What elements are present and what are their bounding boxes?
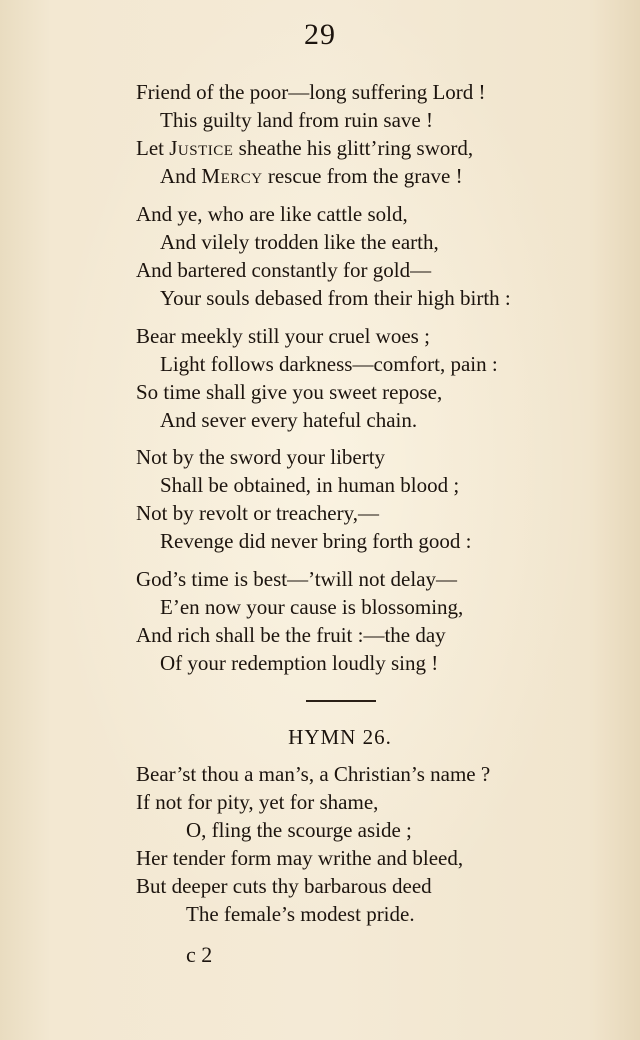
verse-line: And vilely trodden like the earth, bbox=[160, 230, 439, 254]
verse-line: Not by the sword your liberty bbox=[136, 445, 386, 469]
verse-line: Light follows darkness—comfort, pain : bbox=[160, 352, 498, 376]
verse-line: Her tender form may writhe and bleed, bbox=[136, 846, 464, 870]
verse-line: If not for pity, yet for shame, bbox=[136, 790, 379, 814]
emphasis-word-justice: Justice bbox=[169, 136, 234, 160]
stanza-1 bbox=[136, 78, 486, 190]
verse-line: Shall be obtained, in human blood ; bbox=[160, 473, 460, 497]
stanza-2 bbox=[136, 200, 511, 312]
hymn-title: HYMN 26. bbox=[288, 725, 392, 749]
verse-line: Not by revolt or treachery,— bbox=[136, 501, 379, 525]
verse-line: Your souls debased from their high birth : bbox=[160, 286, 511, 310]
page-number: 29 bbox=[304, 18, 336, 51]
stanza-3 bbox=[136, 322, 498, 434]
verse-text: sheathe his glitt’ring sword, bbox=[233, 136, 474, 160]
verse-line bbox=[136, 134, 486, 162]
verse-line: So time shall give you sweet repose, bbox=[136, 380, 443, 404]
verse-line: And ye, who are like cattle sold, bbox=[136, 202, 408, 226]
verse-text: rescue from the grave ! bbox=[262, 164, 463, 188]
verse-line: Bear meekly still your cruel woes ; bbox=[136, 324, 430, 348]
verse-line: Of your redemption loudly sing ! bbox=[160, 651, 439, 675]
verse-line bbox=[136, 162, 486, 190]
verse-line: But deeper cuts thy barbarous deed bbox=[136, 874, 432, 898]
hymn-stanza bbox=[136, 760, 490, 928]
verse-line: And rich shall be the fruit :—the day bbox=[136, 623, 446, 647]
verse-line: God’s time is best—’twill not delay— bbox=[136, 567, 458, 591]
verse-line: And bartered constantly for gold— bbox=[136, 258, 432, 282]
verse-line: E’en now your cause is blossoming, bbox=[160, 595, 464, 619]
stanza-5 bbox=[136, 565, 463, 677]
verse-line: Bear’st thou a man’s, a Christian’s name ? bbox=[136, 762, 491, 786]
verse-line: O, fling the scourge aside ; bbox=[186, 818, 412, 842]
verse-line: This guilty land from ruin save ! bbox=[160, 108, 433, 132]
verse-line: And sever every hateful chain. bbox=[160, 408, 418, 432]
verse-text: And bbox=[160, 164, 202, 188]
verse-line: Friend of the poor—long suffering Lord ! bbox=[136, 80, 486, 104]
verse-text: Let bbox=[136, 136, 170, 160]
verse-line: The female’s modest pride. bbox=[186, 902, 415, 926]
stanza-4 bbox=[136, 443, 471, 555]
verse-line: Revenge did never bring forth good : bbox=[160, 529, 472, 553]
signature-mark: c 2 bbox=[186, 942, 213, 967]
emphasis-word-mercy: Mercy bbox=[201, 164, 263, 188]
section-divider bbox=[306, 700, 376, 702]
